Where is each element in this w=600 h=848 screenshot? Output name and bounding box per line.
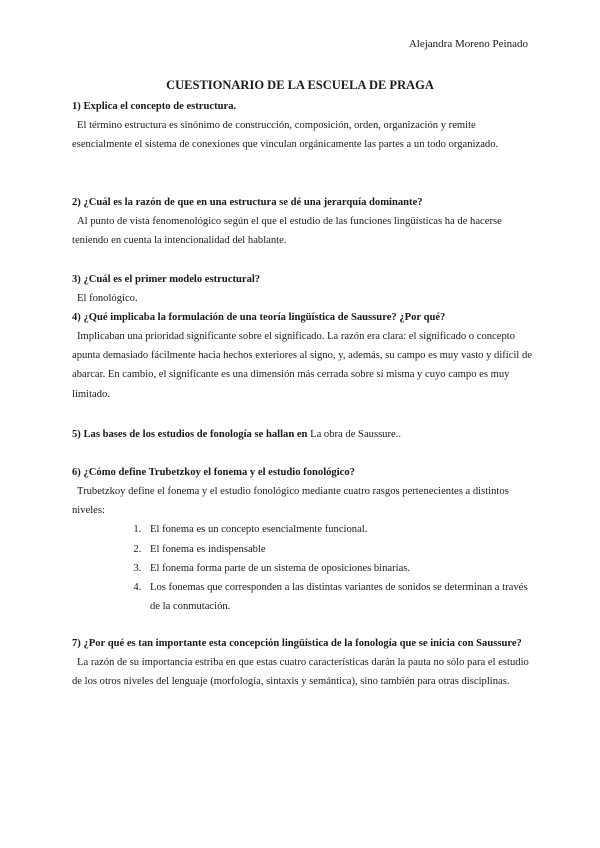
list-item: 2. El fonema es indispensable bbox=[144, 540, 532, 559]
question-block-5 bbox=[72, 425, 532, 444]
trubetzkoy-features-list bbox=[72, 520, 532, 616]
question-block-6 bbox=[72, 463, 532, 616]
answer-4: Implicaban una prioridad significante sobre el significado. La razón era clara: el significado o concepto apunta demasiado fácilmente hacia hechos exteriores al signo, y, además, su campo es muy vasto y difícil de abarcar. En cambio, el significante es una dimensión más cerrada sobre sí misma y cuyo campo es muy limitado. bbox=[72, 331, 532, 400]
author-name: Alejandra Moreno Peinado bbox=[408, 38, 528, 50]
question-6: 6) ¿Cómo define Trubetzkoy el fonema y el estudio fonológico? bbox=[72, 467, 355, 478]
question-5-text: 5) Las bases de los estudios de fonología se hallan en bbox=[72, 429, 308, 440]
answer-3: El fonológico. bbox=[77, 293, 138, 304]
question-4: 4) ¿Qué implicaba la formulación de una teoría lingüística de Saussure? ¿Por qué? bbox=[72, 312, 446, 323]
answer-5: La obra de Saussure.. bbox=[310, 429, 402, 440]
question-block-1 bbox=[72, 97, 532, 154]
question-block-2 bbox=[72, 193, 532, 250]
question-block-7 bbox=[72, 634, 532, 691]
question-block-4 bbox=[72, 308, 532, 404]
question-7: 7) ¿Por qué es tan importante esta concepción lingüística de la fonología que se inicia con Saussure? bbox=[72, 638, 522, 649]
question-2: 2) ¿Cuál es la razón de que en una estructura se dé una jerarquía dominante? bbox=[72, 197, 423, 208]
answer-7: La razón de su importancia estriba en que estas cuatro características darán la pauta no sólo para el estudio de los otros niveles del lenguaje (morfología, sintaxis y semántica), sino también para otras disciplinas. bbox=[72, 657, 529, 688]
list-item: 4. Los fonemas que corresponden a las distintas variantes de sonidos se determinan a través de la conmutación. bbox=[144, 578, 532, 616]
question-3: 3) ¿Cuál es el primer modelo estructural? bbox=[72, 274, 261, 285]
answer-2: Al punto de vista fenomenológico según el que el estudio de las funciones lingüísticas ha de hacerse teniendo en cuenta la intencionalidad del hablante. bbox=[72, 216, 502, 247]
question-1: 1) Explica el concepto de estructura. bbox=[72, 101, 237, 112]
question-5 bbox=[72, 425, 532, 444]
list-item: 1. El fonema es un concepto esencialmente funcional. bbox=[144, 520, 532, 539]
list-item: 3. El fonema forma parte de un sistema de oposiciones binarias. bbox=[144, 559, 532, 578]
answer-6: Trubetzkoy define el fonema y el estudio fonológico mediante cuatro rasgos pertenecientes a distintos niveles: bbox=[72, 486, 509, 517]
question-block-3 bbox=[72, 270, 532, 308]
answer-1: El término estructura es sinónimo de construcción, composición, orden, organización y remite esencialmente el sistema de conexiones que vinculan orgánicamente las partes a un todo organizado. bbox=[72, 120, 499, 151]
document-title: CUESTIONARIO DE LA ESCUELA DE PRAGA bbox=[166, 78, 434, 92]
